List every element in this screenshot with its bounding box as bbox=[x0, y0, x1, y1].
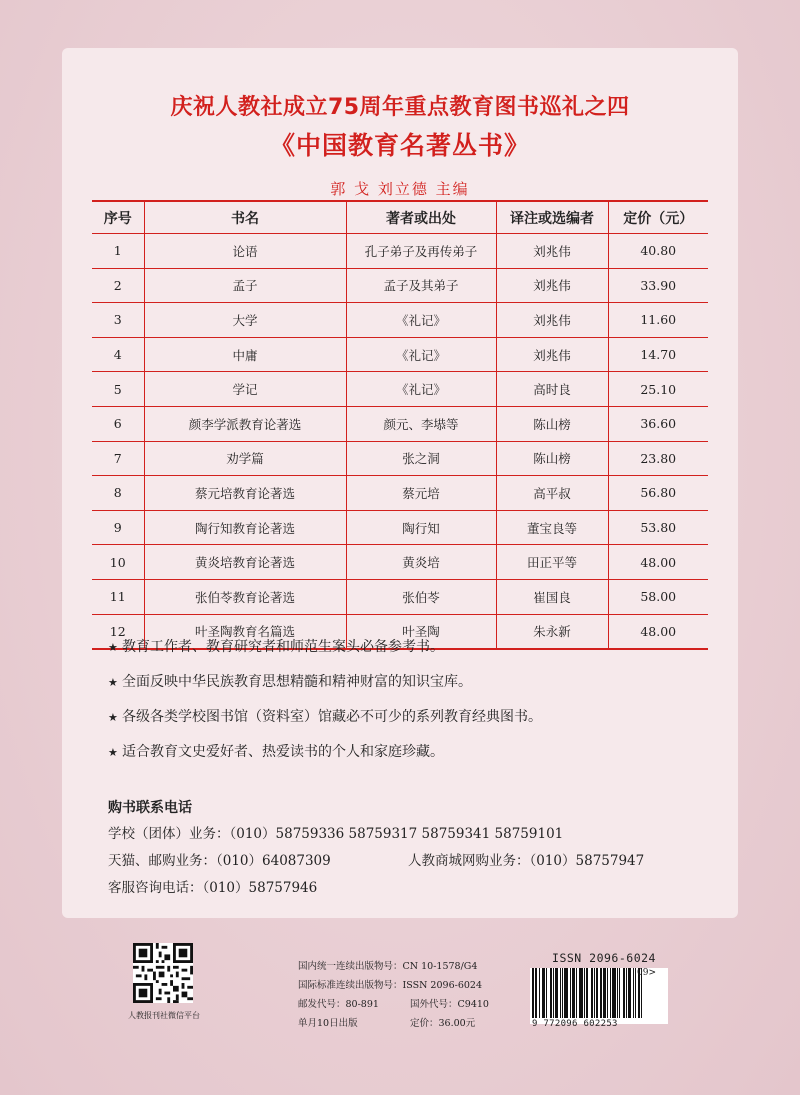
cell-author: 张伯苓 bbox=[346, 579, 496, 614]
barcode-bar bbox=[604, 968, 606, 1018]
barcode-addon-digits: 09> bbox=[637, 968, 656, 978]
feature-item bbox=[108, 669, 542, 704]
cell-price: 23.80 bbox=[608, 441, 708, 476]
barcode-digits: 9 772096 602253 bbox=[532, 1019, 618, 1029]
feature-item bbox=[108, 704, 542, 739]
cell-title: 黄炎培教育论著选 bbox=[144, 545, 346, 580]
barcode-bar bbox=[635, 968, 636, 1018]
barcode-bar bbox=[610, 968, 611, 1018]
cell-no: 7 bbox=[92, 441, 144, 476]
table-row bbox=[92, 406, 708, 441]
cell-author: 《礼记》 bbox=[346, 337, 496, 372]
cell-author: 孔子弟子及再传弟子 bbox=[346, 234, 496, 269]
barcode-bar bbox=[553, 968, 554, 1018]
cell-author: 蔡元培 bbox=[346, 476, 496, 511]
header-author: 著者或出处 bbox=[346, 201, 496, 234]
cell-price: 33.90 bbox=[608, 268, 708, 303]
postal-code: 邮发代号：80-891 bbox=[298, 999, 379, 1010]
barcode-bar bbox=[572, 968, 574, 1018]
barcode-bar bbox=[551, 968, 552, 1018]
cn-number: 国内统一连续出版物号：CN 10-1578/G4 bbox=[298, 961, 478, 972]
header-no: 序号 bbox=[92, 201, 144, 234]
barcode-bar bbox=[546, 968, 547, 1018]
barcode-bar bbox=[555, 968, 556, 1018]
barcode-bar bbox=[574, 968, 575, 1018]
cell-price: 48.00 bbox=[608, 614, 708, 649]
cell-title: 陶行知教育论著选 bbox=[144, 510, 346, 545]
barcode-bar bbox=[567, 968, 568, 1018]
book-table bbox=[92, 200, 708, 650]
qr-caption: 人教报刊社微信平台 bbox=[128, 1011, 200, 1020]
cell-editor: 陈山榜 bbox=[496, 441, 608, 476]
header-price: 定价（元） bbox=[608, 201, 708, 234]
barcode-bar bbox=[592, 968, 593, 1018]
barcode-bar bbox=[562, 968, 563, 1018]
barcode-bar bbox=[591, 968, 592, 1018]
barcode-bar bbox=[617, 968, 618, 1018]
barcode-bar bbox=[576, 968, 577, 1018]
qr-code bbox=[133, 943, 193, 1003]
table-row bbox=[92, 372, 708, 407]
cell-editor: 陈山榜 bbox=[496, 406, 608, 441]
barcode-bar bbox=[564, 968, 566, 1018]
barcode-bar bbox=[630, 968, 631, 1018]
header-title: 书名 bbox=[144, 201, 346, 234]
cell-price: 48.00 bbox=[608, 545, 708, 580]
barcode-bar bbox=[550, 968, 551, 1018]
table-row bbox=[92, 441, 708, 476]
barcode-bar bbox=[614, 968, 615, 1018]
feature-item bbox=[108, 634, 542, 669]
cell-no: 9 bbox=[92, 510, 144, 545]
feature-text: 全面反映中华民族教育思想精髓和精神财富的知识宝库。 bbox=[122, 674, 472, 690]
cell-author: 《礼记》 bbox=[346, 372, 496, 407]
barcode-bar bbox=[594, 968, 595, 1018]
star-icon: ★ bbox=[108, 676, 118, 689]
frequency: 单月10日出版 bbox=[298, 1018, 358, 1029]
cell-editor: 高平叔 bbox=[496, 476, 608, 511]
cell-author: 颜元、李塨等 bbox=[346, 406, 496, 441]
cell-title: 张伯苓教育论著选 bbox=[144, 579, 346, 614]
cell-author: 张之洞 bbox=[346, 441, 496, 476]
barcode-bar bbox=[628, 968, 630, 1018]
issn-label: ISSN 2096-6024 bbox=[552, 951, 656, 965]
table-row bbox=[92, 579, 708, 614]
cell-editor: 刘兆伟 bbox=[496, 303, 608, 338]
star-icon: ★ bbox=[108, 746, 118, 759]
cell-title: 论语 bbox=[144, 234, 346, 269]
barcode-bar bbox=[566, 968, 567, 1018]
cell-no: 3 bbox=[92, 303, 144, 338]
barcode-bar bbox=[579, 968, 580, 1018]
table-row bbox=[92, 476, 708, 511]
cell-editor: 董宝良等 bbox=[496, 510, 608, 545]
cell-price: 40.80 bbox=[608, 234, 708, 269]
cell-no: 5 bbox=[92, 372, 144, 407]
barcode-bar bbox=[626, 968, 627, 1018]
table-row bbox=[92, 337, 708, 372]
cell-no: 8 bbox=[92, 476, 144, 511]
title-line-1: 庆祝人教社成立75周年重点教育图书巡礼之四 bbox=[170, 95, 630, 120]
barcode-bar bbox=[532, 968, 534, 1018]
cell-title: 叶圣陶教育名篇选 bbox=[144, 614, 346, 649]
barcode-bar bbox=[580, 968, 582, 1018]
barcode-bar bbox=[601, 968, 602, 1018]
price: 定价：36.00元 bbox=[410, 1018, 476, 1029]
table-row bbox=[92, 234, 708, 269]
cell-no: 4 bbox=[92, 337, 144, 372]
barcode-bar bbox=[633, 968, 634, 1018]
contact-heading: 购书联系电话 bbox=[108, 800, 192, 816]
editors: 郭 戈 刘立德 主编 bbox=[330, 180, 470, 198]
issn-number: 国际标准连续出版物号：ISSN 2096-6024 bbox=[298, 980, 482, 991]
cell-title: 劝学篇 bbox=[144, 441, 346, 476]
cell-price: 36.60 bbox=[608, 406, 708, 441]
cell-price: 25.10 bbox=[608, 372, 708, 407]
cell-no: 1 bbox=[92, 234, 144, 269]
barcode-bar bbox=[539, 968, 540, 1018]
cell-title: 中庸 bbox=[144, 337, 346, 372]
feature-text: 各级各类学校图书馆（资料室）馆藏必不可少的系列教育经典图书。 bbox=[122, 709, 542, 725]
barcode-bar bbox=[586, 968, 587, 1018]
table-row bbox=[92, 510, 708, 545]
feature-text: 适合教育文史爱好者、热爱读书的个人和家庭珍藏。 bbox=[122, 744, 444, 760]
header-editor: 译注或选编者 bbox=[496, 201, 608, 234]
cell-editor: 崔国良 bbox=[496, 579, 608, 614]
cell-no: 6 bbox=[92, 406, 144, 441]
table-row bbox=[92, 545, 708, 580]
barcode-bar bbox=[619, 968, 620, 1018]
contact-service: 客服咨询电话：（010）58757946 bbox=[108, 880, 318, 896]
barcode-bar bbox=[587, 968, 588, 1018]
feature-text: 教育工作者、教育研究者和师范生案头必备参考书。 bbox=[122, 639, 444, 655]
barcode-bar bbox=[535, 968, 536, 1018]
cell-title: 颜李学派教育论著选 bbox=[144, 406, 346, 441]
cell-author: 《礼记》 bbox=[346, 303, 496, 338]
cell-author: 孟子及其弟子 bbox=[346, 268, 496, 303]
cell-price: 58.00 bbox=[608, 579, 708, 614]
cell-editor: 高时良 bbox=[496, 372, 608, 407]
qr-code-graphic bbox=[133, 943, 193, 1003]
table-row bbox=[92, 303, 708, 338]
cell-editor: 刘兆伟 bbox=[496, 234, 608, 269]
barcode-bar bbox=[596, 968, 598, 1018]
barcode-bar bbox=[560, 968, 561, 1018]
cell-title: 蔡元培教育论著选 bbox=[144, 476, 346, 511]
table-body bbox=[92, 234, 708, 650]
cell-no: 2 bbox=[92, 268, 144, 303]
barcode-bar bbox=[556, 968, 558, 1018]
barcode-bar bbox=[603, 968, 604, 1018]
cell-author: 叶圣陶 bbox=[346, 614, 496, 649]
table-row bbox=[92, 268, 708, 303]
barcode-bar bbox=[584, 968, 585, 1018]
barcode-bar bbox=[600, 968, 601, 1018]
cell-editor: 田正平等 bbox=[496, 545, 608, 580]
barcode-bar bbox=[543, 968, 544, 1018]
cell-no: 12 bbox=[92, 614, 144, 649]
barcode-bar bbox=[623, 968, 624, 1018]
feature-list bbox=[108, 634, 542, 774]
feature-item bbox=[108, 739, 542, 774]
cell-editor: 刘兆伟 bbox=[496, 337, 608, 372]
barcode-bar bbox=[544, 968, 545, 1018]
foreign-code: 国外代号：C9410 bbox=[410, 999, 489, 1010]
barcode-bar bbox=[582, 968, 583, 1018]
cell-author: 黄炎培 bbox=[346, 545, 496, 580]
star-icon: ★ bbox=[108, 641, 118, 654]
cell-price: 14.70 bbox=[608, 337, 708, 372]
contact-tmall: 天猫、邮购业务：（010）64087309 bbox=[108, 853, 331, 869]
barcode-bar bbox=[536, 968, 537, 1018]
cell-title: 孟子 bbox=[144, 268, 346, 303]
cell-price: 53.80 bbox=[608, 510, 708, 545]
contact-school: 学校（团体）业务：（010）58759336 58759317 58759341 58759101 bbox=[108, 826, 564, 842]
star-icon: ★ bbox=[108, 711, 118, 724]
cell-price: 56.80 bbox=[608, 476, 708, 511]
cell-title: 学记 bbox=[144, 372, 346, 407]
cell-no: 10 bbox=[92, 545, 144, 580]
barcode-bar bbox=[607, 968, 608, 1018]
cell-title: 大学 bbox=[144, 303, 346, 338]
cell-price: 11.60 bbox=[608, 303, 708, 338]
barcode-bar bbox=[542, 968, 543, 1018]
barcode-bar bbox=[624, 968, 625, 1018]
cell-no: 11 bbox=[92, 579, 144, 614]
barcode-bar bbox=[612, 968, 614, 1018]
cell-author: 陶行知 bbox=[346, 510, 496, 545]
contact-online: 人教商城网购业务：（010）58757947 bbox=[408, 853, 645, 869]
barcode-bar bbox=[570, 968, 571, 1018]
cell-editor: 刘兆伟 bbox=[496, 268, 608, 303]
barcode-bar bbox=[615, 968, 616, 1018]
title-line-2: 《中国教育名著丛书》 bbox=[269, 131, 530, 160]
table-header-row bbox=[92, 201, 708, 234]
cell-editor: 朱永新 bbox=[496, 614, 608, 649]
